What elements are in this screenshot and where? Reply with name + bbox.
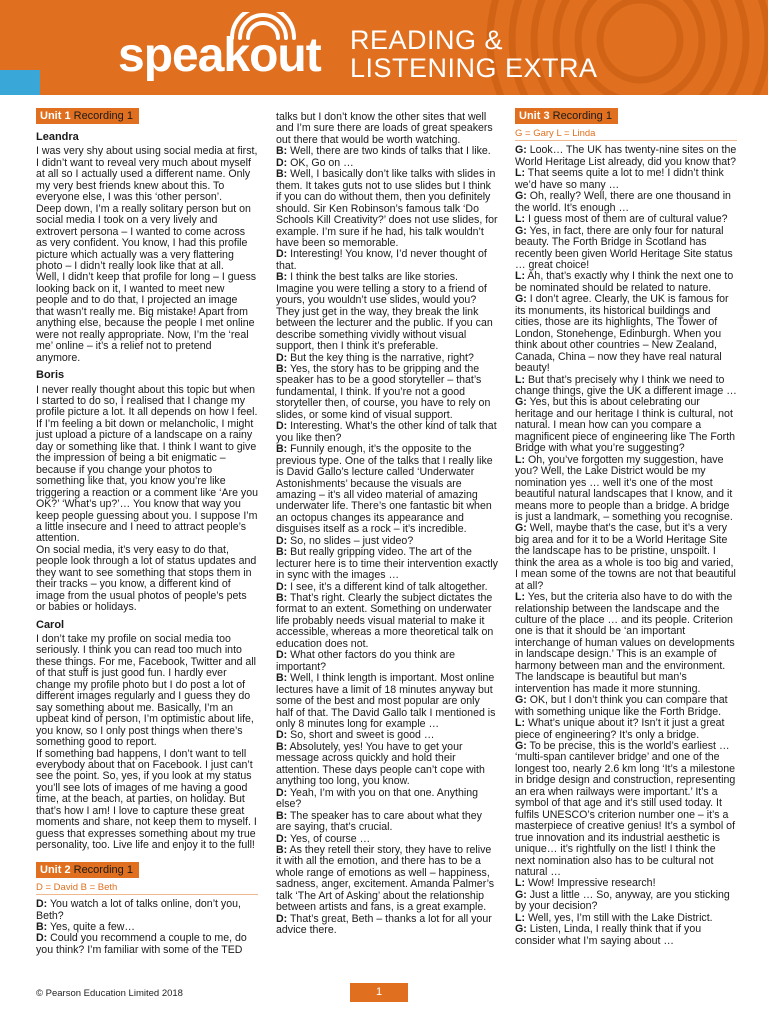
speaker-initial: G: bbox=[515, 923, 527, 936]
line-text: Well, I think length is important. Most online lectures have a limit of 18 minutes anyway but some of the best and most popular are only half of that. The David Gallo talk I mentioned is only 8 minutes long for example … bbox=[276, 672, 496, 731]
speaker-name: Leandra bbox=[36, 131, 79, 143]
dialogue-line bbox=[276, 364, 498, 421]
speaker-initial: G: bbox=[515, 293, 527, 306]
dialogue-line bbox=[276, 593, 498, 650]
line-text: Interesting! You know, I’d never thought of that. bbox=[276, 248, 487, 272]
dialogue-line bbox=[276, 421, 498, 444]
dialogue-line bbox=[515, 455, 737, 524]
dialogue-line bbox=[515, 695, 737, 718]
dialogue-line bbox=[276, 788, 498, 811]
line-text: Well, there are two kinds of talks that I like. bbox=[290, 145, 491, 158]
line-text: Well, yes, I’m still with the Lake District. bbox=[527, 911, 713, 924]
line-text: Well, I basically don’t like talks with slides in them. It takes guts not to use slides but I think if you can do without them, then you definitely should. Sir Ken Robinson’s famous talk ‘Do Schools Kill Creativity?’ does not use slides, for example. I’m sure if he had, his talk wouldn’t have been so memorable. bbox=[276, 168, 498, 249]
speaker-initial: L: bbox=[515, 591, 525, 604]
line-text: Listen, Linda, I really think that if you consider what I’m saying about … bbox=[515, 923, 702, 947]
line-text: Yes, quite a few… bbox=[49, 921, 135, 933]
dialogue-line bbox=[515, 890, 737, 913]
line-text: I guess most of them are of cultural value? bbox=[527, 213, 728, 226]
page-header bbox=[0, 0, 768, 95]
speaker-initial: B: bbox=[276, 271, 288, 284]
line-text: Oh, you’ve forgotten my suggestion, have you? Well, the Lake District would be my nomination yes … well it’s one of the most beautiful natural landscapes that I know, and it means more to people than a bridge. A bridge is just a landmark, – something you recognise. bbox=[515, 453, 733, 523]
dialogue-line bbox=[515, 523, 737, 592]
speaker-initial: D: bbox=[276, 649, 288, 662]
header-stripe bbox=[0, 70, 40, 95]
speaker-initial: L: bbox=[515, 270, 525, 283]
line-text: Interesting. What’s the other kind of talk that you like then? bbox=[276, 420, 497, 444]
speaker-name: Boris bbox=[36, 369, 65, 382]
speaker-initial: D: bbox=[276, 420, 288, 433]
speaker-initial: L: bbox=[515, 373, 525, 386]
line-text: Just a little … So, anyway, are you sticking by your decision? bbox=[515, 888, 730, 913]
dialogue-line bbox=[515, 191, 737, 214]
line-text: That’s great, Beth – thanks a lot for all your advice there. bbox=[276, 912, 492, 937]
speaker-initial: B: bbox=[276, 672, 288, 685]
line-text: Yeah, I’m with you on that one. Anything else? bbox=[276, 786, 479, 811]
line-text: As they retell their story, they have to relive it with all the emotion, and there has to be a whole range of emotions as well – happiness, sadness, anger, excitement. Amanda Palmer’s talk ‘The Art of Asking’ about the relationship between artists and fans, is a great example. bbox=[276, 844, 495, 914]
speaker-initial: G: bbox=[515, 694, 527, 707]
speaker-initial: B: bbox=[276, 168, 288, 181]
unit-3-tag: Unit 3 Recording 1 bbox=[515, 108, 618, 124]
speaker-initial: L: bbox=[515, 717, 525, 730]
speaker-initial: G: bbox=[515, 144, 527, 157]
paragraph: I never really thought about this topic but when I started to do so, I realised that I change my profile picture a lot. It all depends on how I feel. If I’m feeling a bit down or melancholic, I might just upload a picture of a landscape on a rainy day or something like that. I think I want to give the impression of being a bit enigmatic – because if you change your photos to something like that, you know you’re like triggering a reaction or a comment like ‘Are you OK?’ ‘What’s up?’… You know that way you keep people guessing about you. I suppose I’m a little insecure and I need to attract people’s attention. bbox=[36, 383, 258, 545]
speaker-name: Carol bbox=[36, 618, 65, 631]
dialogue-line bbox=[515, 168, 737, 191]
copyright: © Pearson Education Limited 2018 bbox=[36, 988, 183, 999]
dialogue-line bbox=[276, 272, 498, 352]
dialogue-line bbox=[515, 924, 737, 947]
line-text: Yes, but the criteria also have to do with the relationship between the landscape and the culture of the place … and its people. Criterion one is that it should be ‘an important interchange of human values on developments in landscape design.’ This is an example of harmony between man and the environment. The landscape is beautiful but man’s intervention has made it more stunning. bbox=[515, 591, 735, 695]
page-number: 1 bbox=[350, 983, 408, 1002]
dialogue-line bbox=[276, 914, 498, 937]
column-3 bbox=[515, 108, 737, 947]
line-text: What’s unique about it? Isn’t it just a great piece of engineering? It’s only a bridge. bbox=[515, 717, 725, 741]
speaker-initial: D: bbox=[276, 580, 288, 593]
dialogue-line bbox=[515, 592, 737, 695]
line-text: Look… The UK has twenty-nine sites on the World Heritage List already, did you know that? bbox=[515, 144, 737, 168]
unit-2-tag: Unit 2 Recording 1 bbox=[36, 862, 139, 878]
paragraph: Deep down, I’m a really solitary person but on social media I took on a very lively and extrovert persona – I wanted to come across as very confident. You know, I had this profile picture which actually was a very flattering photo – I didn’t really look like that at all. bbox=[36, 202, 251, 272]
speaker-initial: G: bbox=[515, 888, 527, 901]
dialogue-line bbox=[515, 397, 737, 454]
speaker-initial: G: bbox=[515, 740, 527, 753]
paragraph: Well, I didn’t keep that profile for long – I guess looking back on it, I wanted to meet new people and to do that, I projected an image that wasn’t really me. Big mistake! Apart from anything else, because the people I met online were not really appropriate. Now, I’m the ‘real me’ online – it’s a relief not to pretend anymore. bbox=[36, 271, 257, 364]
line-text: What other factors do you think are important? bbox=[276, 649, 456, 673]
dialogue-line bbox=[36, 899, 258, 922]
dialogue-line bbox=[515, 226, 737, 272]
speaker-initial: B: bbox=[276, 844, 288, 856]
dialogue-line bbox=[276, 845, 498, 914]
speaker-initial: B: bbox=[276, 809, 288, 822]
line-text: Oh, really? Well, there are one thousand in the world. It’s enough … bbox=[515, 190, 731, 214]
dialogue-line bbox=[515, 271, 737, 294]
dialogue-line bbox=[515, 294, 737, 374]
dialogue-line bbox=[515, 145, 737, 168]
speaker-initial: L: bbox=[515, 453, 525, 466]
line-text: Funnily enough, it’s the opposite to the previous type. One of the talks that I really like is David Gallo’s lecture called ‘Underwater Astonishments’ because the visuals are amazing – it’s all video material of amazing underwater life. There’s one fantastic bit when an octopus changes its appearance and disguises itself as a rock – it’s incredible. bbox=[276, 443, 493, 536]
speaker-initial: B: bbox=[36, 921, 48, 933]
speaker-initial: D: bbox=[276, 912, 288, 925]
line-text: OK, but I don’t think you can compare that with something unique like the Forth Bridge. bbox=[515, 694, 728, 718]
dialogue-line bbox=[36, 933, 258, 956]
line-text: But really gripping video. The art of the lecturer here is to time their intervention exactly in sync with the images … bbox=[276, 546, 498, 582]
paragraph: On social media, it’s very easy to do that, people look through a lot of status updates and they want to see something that stops them in their tracks – you know, a different kind of image from the usual photos of people’s pets or babies or holidays. bbox=[36, 543, 257, 614]
speaker-initial: L: bbox=[515, 167, 525, 180]
dialogue-line bbox=[276, 444, 498, 536]
line-text: Yes, but this is about celebrating our heritage and our heritage I think is cultural, not natural. I mean how can you compare a magnificent piece of engineering like The Forth Bridge with what you’re suggesting? bbox=[515, 396, 736, 455]
speaker-initial: B: bbox=[276, 592, 288, 605]
paragraph: I don’t take my profile on social media too seriously. I think you can read too much into these things. For me, Facebook, Twitter and all of that stuff is just good fun. I hardly ever change my profile photo but I do post a lot of different images regularly and I guess they do say something about me. Basically, I’m an upbeat kind of person, I’m optimistic about life, you know, so I only post things when there’s something good to report. bbox=[36, 633, 257, 749]
line-text: Well, maybe that’s the case, but it’s a very big area and for it to be a World Heritage Site the landscape has to be pristine, unspoilt. I think the area as a whole is too big and varied, I mean some of the towns are not that beautiful at all? bbox=[515, 522, 736, 592]
line-text: Could you recommend a couple to me, do you think? I’m familiar with some of the TED bbox=[36, 932, 247, 956]
dialogue-line bbox=[276, 650, 498, 673]
dialogue-line bbox=[276, 742, 498, 788]
line-text: The speaker has to care about what they are saying, that’s crucial. bbox=[276, 809, 482, 834]
speaker-initial: D: bbox=[276, 248, 288, 261]
unit-1-tag: Unit 1 Recording 1 bbox=[36, 108, 139, 124]
speaker-key: G = Gary L = Linda bbox=[515, 128, 737, 141]
speaker-initial: L: bbox=[515, 911, 525, 924]
line-text: But the key thing is the narrative, right? bbox=[290, 351, 474, 364]
line-text: But that’s precisely why I think we need to change things, give the UK a different image … bbox=[515, 373, 737, 397]
page-title bbox=[350, 26, 598, 82]
speaker-initial: D: bbox=[36, 932, 48, 945]
speaker-initial: L: bbox=[515, 877, 525, 890]
column-2 bbox=[276, 112, 498, 937]
dialogue-line bbox=[276, 249, 498, 272]
speaker-key: D = David B = Beth bbox=[36, 882, 258, 895]
dialogue-line bbox=[276, 547, 498, 581]
speaker-initial: B: bbox=[276, 740, 288, 753]
line-text: So, short and sweet is good … bbox=[290, 729, 435, 742]
column-1 bbox=[36, 108, 258, 956]
title-line-1: READING & bbox=[350, 25, 504, 55]
paragraph: talks but I don’t know the other sites that well and I’m sure there are loads of great speakers out there that would be worth watching. bbox=[276, 111, 493, 146]
speaker-initial: L: bbox=[515, 213, 525, 226]
speaker-initial: D: bbox=[276, 156, 288, 169]
speaker-initial: G: bbox=[515, 190, 527, 203]
speaker-initial: B: bbox=[276, 362, 288, 375]
dialogue-line bbox=[276, 169, 498, 249]
speaker-initial: D: bbox=[276, 534, 288, 547]
paragraph: I was very shy about using social media at first, I didn’t want to reveal very much about myself at all so I actually used a different name. Only my very best friends knew about this. To everyone else, I was this ‘other person’. bbox=[36, 145, 258, 204]
speaker-initial: D: bbox=[276, 729, 288, 742]
line-text: I don’t agree. Clearly, the UK is famous for its monuments, its historical buildings and cities, those are its highlights, The Tower of London, Stonehenge, Edinburgh. When you think about other countries – New Zealand, Canada, China – now they have real natural beauty! bbox=[515, 293, 729, 375]
speaker-initial: D: bbox=[36, 898, 48, 911]
speakout-logo: speakout bbox=[118, 29, 321, 82]
line-text: Yes, in fact, there are only four for natural beauty. The Forth Bridge in Scotland has recently been given World Heritage Site status … great choice! bbox=[515, 224, 733, 271]
paragraph: If something bad happens, I don’t want to tell everybody about that on Facebook. I just can’t see the point. So, yes, if you look at my status you’ll see lots of images of me having a good time, at the beach, at parties, on holiday. But that’s how I am! I love to capture these great moments and share, not keep them to myself. I guess that expresses something about my true personality, too. Live life and enjoy it to the full! bbox=[36, 747, 257, 852]
line-text: So, no slides – just video? bbox=[290, 534, 414, 547]
speaker-initial: G: bbox=[515, 396, 527, 409]
line-text: I think the best talks are like stories. Imagine you were telling a story to a friend of yours, you wouldn’t use slides, would you? They just get in the way, they break the link between the lecturer and the public. If you can describe something vividly without visual support, then I think it’s preferable. bbox=[276, 271, 493, 353]
speaker-initial: D: bbox=[276, 351, 288, 364]
line-text: That seems quite a lot to me! I didn’t think we’d have so many … bbox=[515, 167, 724, 191]
speaker-initial: B: bbox=[276, 145, 288, 158]
dialogue-line bbox=[515, 741, 737, 878]
line-text: Ah, that’s exactly why I think the next one to be nominated should be related to nature. bbox=[515, 270, 734, 294]
speaker-initial: D: bbox=[276, 832, 288, 845]
line-text: Yes, of course … bbox=[289, 832, 371, 845]
dialogue-line bbox=[515, 718, 737, 741]
line-text: OK, Go on … bbox=[290, 156, 354, 169]
line-text: That’s right. Clearly the subject dictates the format to an extent. Something on underwater life probably needs visual material to make it accessible, whereas a more theoretical talk on education does not. bbox=[276, 592, 494, 650]
speaker-initial: B: bbox=[276, 546, 288, 559]
speaker-initial: D: bbox=[276, 786, 288, 799]
line-text: To be precise, this is the world’s earliest … ‘multi-span cantilever bridge’ and one of the longest too, nearly 2.6 km long ‘It’s a milestone in bridge design and construction, representing an era when railways were important.’ It’s a symbol of that age and it’s still used today. It fulfils UNESCO’s criterion number one – it’s a masterpiece of creative genius! It’s a symbol of true innovation and its industrial aesthetic is unique… it’s rightfully on the list! I think the next nomination also has to be cultural not natural … bbox=[515, 740, 736, 878]
speaker-initial: G: bbox=[515, 224, 527, 237]
dialogue-line bbox=[276, 811, 498, 834]
line-text: You watch a lot of talks online, don’t you, Beth? bbox=[36, 898, 241, 922]
dialogue-line bbox=[276, 673, 498, 730]
dialogue-line bbox=[515, 375, 737, 398]
line-text: Wow! Impressive research! bbox=[527, 877, 656, 890]
line-text: Yes, the story has to be gripping and the speaker has to be a good storyteller – that’s fundamental, I think. If you’re not a good storyteller then, of course, you have to rely on slides, or some kind of visual support. bbox=[276, 362, 491, 421]
title-line-2: LISTENING EXTRA bbox=[350, 53, 598, 83]
speaker-initial: G: bbox=[515, 522, 527, 535]
speaker-initial: B: bbox=[276, 443, 288, 456]
line-text: Absolutely, yes! You have to get your message across quickly and hold their attention. These days people can’t cope with anything too long, you know. bbox=[276, 740, 485, 788]
line-text: I see, it’s a different kind of talk altogether. bbox=[290, 580, 488, 593]
